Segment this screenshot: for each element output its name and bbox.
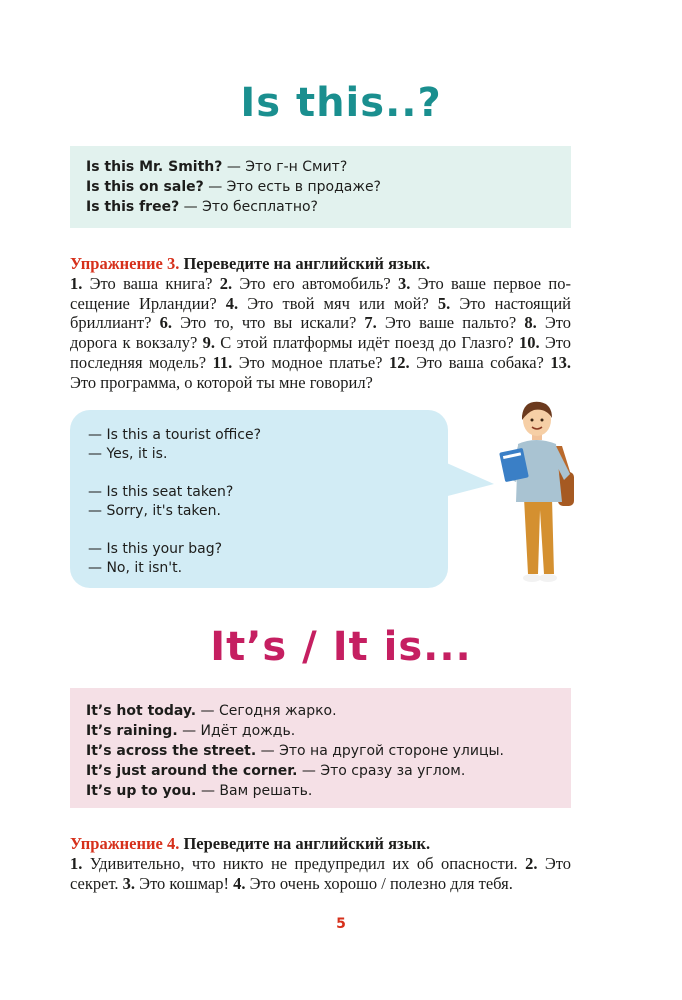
speech-bubble [70,410,448,588]
example-box-its [70,688,571,808]
example-line: Is this free? — Это бесплатно? [86,199,318,215]
example-line: Is this on sale? — Это есть в продаже? [86,179,381,195]
example-line: It’s raining. — Идёт дождь. [86,723,296,739]
example-line: It’s just around the corner. — Это сразу за углом. [86,763,466,779]
exercise-4: Упражнение 4. Переведите на английский язык. 1. Удивительно, что никто не предупредил их об опасности. 2. Это секрет. 3. Это кошмар! 4. Это очень хорошо / полезно для тебя. [70,834,571,893]
exercise-task: Переведите на английский язык. [179,834,431,853]
page-number: 5 [336,916,346,932]
example-line: It’s across the street. — Это на другой стороне улицы. [86,743,505,759]
example-line: Is this Mr. Smith? — Это г-н Смит? [86,159,348,175]
dialogue-pair: — Is this a tourist office? — Yes, it is. [88,427,261,462]
section-title-is-this: Is this..? [240,80,442,126]
dialogue-pair: — Is this seat taken? — Sorry, it's taken. [88,484,234,519]
example-box-is-this [70,146,571,228]
exercise-label: Упражнение 4. [70,834,180,853]
section-title-its: It’s / It is... [210,624,472,670]
example-line: It’s up to you. — Вам решать. [86,783,313,799]
exercise-3: Упражнение 3. Переведите на английский язык. 1. Это ваша книга? 2. Это его автомобиль? 3. Это ваше первое посещение Ирландии? 4. Это твой мяч или мой? 5. Это настоящий бриллиант? 6. Это то, что вы искали? 7. Это ваше пальто? 8. Это дорога к вокзалу? 9. С этой платформы идёт поезд до Глазго? 10. Это последняя модель? 11. Это модное платье? 12. Это ваша собака? 13. Это программа, о которой ты мне говорил? [70,254,571,392]
dialogue-pair: — Is this your bag? — No, it isn't. [88,541,223,576]
student-illustration [490,398,590,590]
example-line: It’s hot today. — Сегодня жарко. [86,703,337,719]
exercise-task: Переведите на английский язык. [179,254,431,273]
exercise-label: Упражнение 3. [70,254,180,273]
